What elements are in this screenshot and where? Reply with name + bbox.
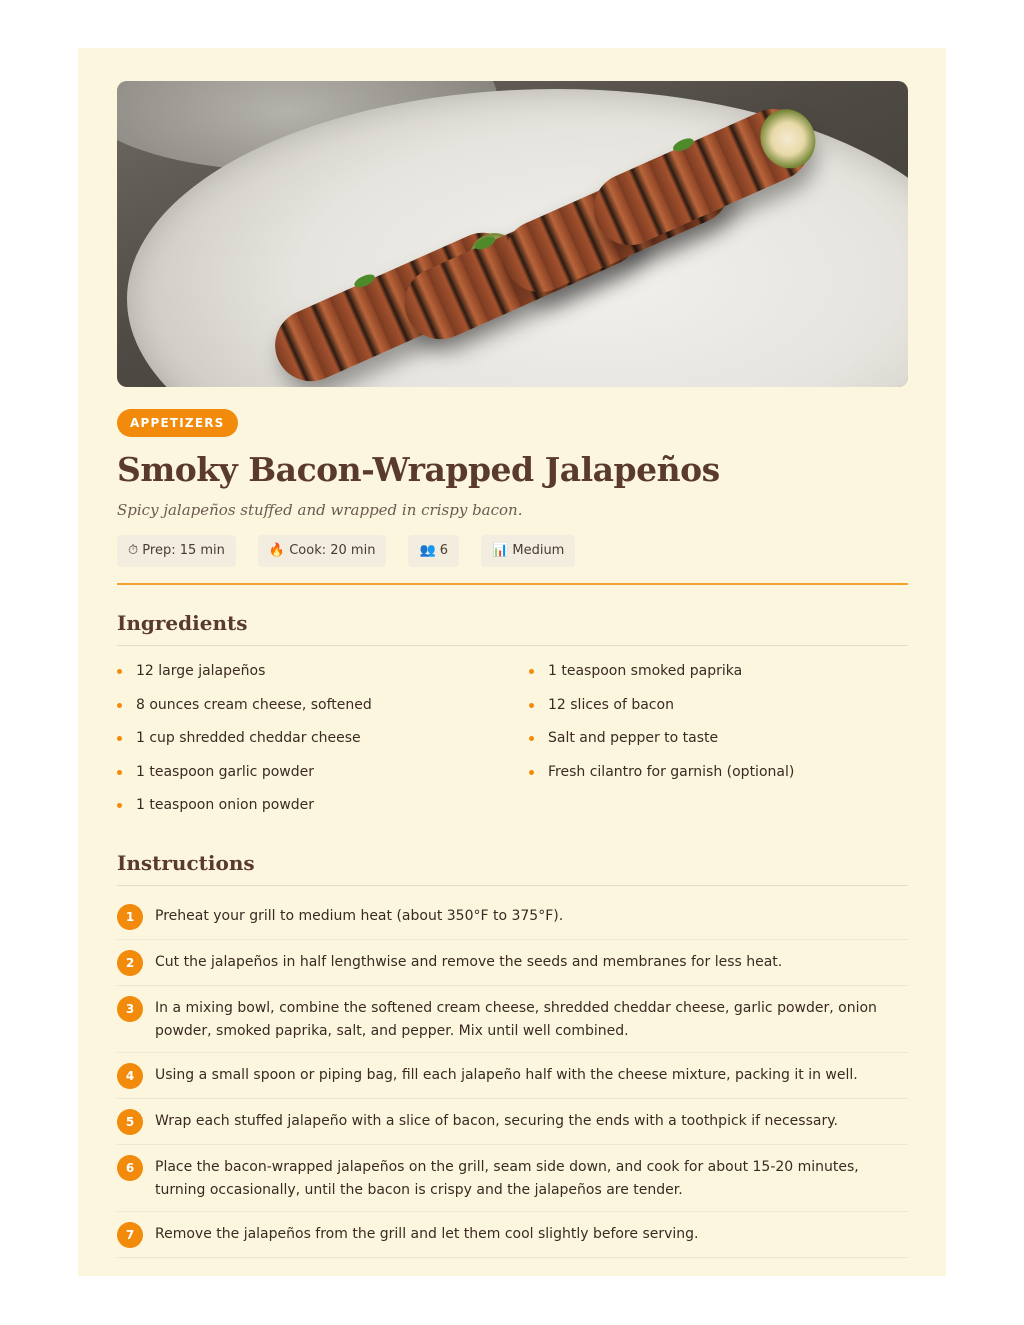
- ingredient-item: 12 large jalapeños: [117, 661, 529, 695]
- recipe-hero-image: [117, 81, 908, 387]
- step-text: Place the bacon-wrapped jalapeños on the grill, seam side down, and cook for about 15-20 minutes, turning occasionally, until the bacon is crispy and the jalapeños are tender.: [155, 1158, 859, 1198]
- ingredients-heading: Ingredients: [117, 611, 908, 646]
- step-text: In a mixing bowl, combine the softened cream cheese, shredded cheddar cheese, garlic powder, onion powder, smoked paprika, salt, and pepper. Mix until well combined.: [155, 999, 877, 1039]
- step-text: Remove the jalapeños from the grill and let them cool slightly before serving.: [155, 1225, 699, 1242]
- ingredient-item: 12 slices of bacon: [529, 695, 908, 729]
- instruction-step: [117, 996, 908, 1053]
- ingredient-item: 1 teaspoon garlic powder: [117, 762, 529, 796]
- step-text: Cut the jalapeños in half lengthwise and remove the seeds and membranes for less heat.: [155, 953, 783, 970]
- ingredient-item: 1 teaspoon onion powder: [117, 795, 529, 829]
- servings: 👥 6: [408, 535, 459, 567]
- instructions-heading: Instructions: [117, 851, 908, 886]
- cook-time: 🔥 Cook: 20 min: [258, 535, 387, 567]
- step-text: Wrap each stuffed jalapeño with a slice of bacon, securing the ends with a toothpick if necessary.: [155, 1112, 838, 1129]
- instruction-step: [117, 950, 908, 986]
- recipe-card: [78, 48, 946, 1276]
- instruction-step: [117, 1222, 908, 1258]
- prep-time: ⏱ Prep: 15 min: [117, 535, 236, 567]
- step-number: 2: [117, 950, 143, 976]
- step-number: 4: [117, 1063, 143, 1089]
- step-number: 6: [117, 1155, 143, 1181]
- ingredient-item: Fresh cilantro for garnish (optional): [529, 762, 908, 796]
- step-number: 3: [117, 996, 143, 1022]
- instruction-step: [117, 1155, 908, 1212]
- recipe-content: [117, 81, 908, 1268]
- recipe-subtitle: Spicy jalapeños stuffed and wrapped in crispy bacon.: [117, 501, 523, 519]
- step-number: 1: [117, 904, 143, 930]
- instruction-step: [117, 1063, 908, 1099]
- step-number: 5: [117, 1109, 143, 1135]
- difficulty: 📊 Medium: [481, 535, 575, 567]
- instruction-step: [117, 904, 908, 940]
- instructions-list: [117, 904, 908, 1258]
- recipe-title: Smoky Bacon-Wrapped Jalapeños: [117, 450, 720, 489]
- instruction-step: [117, 1109, 908, 1145]
- category-badge[interactable]: APPETIZERS: [117, 409, 238, 437]
- section-divider: [117, 583, 908, 585]
- ingredient-item: 8 ounces cream cheese, softened: [117, 695, 529, 729]
- step-number: 7: [117, 1222, 143, 1248]
- step-text: Preheat your grill to medium heat (about 350°F to 375°F).: [155, 907, 564, 924]
- ingredient-item: 1 teaspoon smoked paprika: [529, 661, 908, 695]
- ingredients-list: [117, 661, 908, 829]
- recipe-meta: [117, 535, 908, 567]
- step-text: Using a small spoon or piping bag, fill each jalapeño half with the cheese mixture, packing it in well.: [155, 1066, 858, 1083]
- ingredient-item: 1 cup shredded cheddar cheese: [117, 728, 529, 762]
- ingredient-item: Salt and pepper to taste: [529, 728, 908, 762]
